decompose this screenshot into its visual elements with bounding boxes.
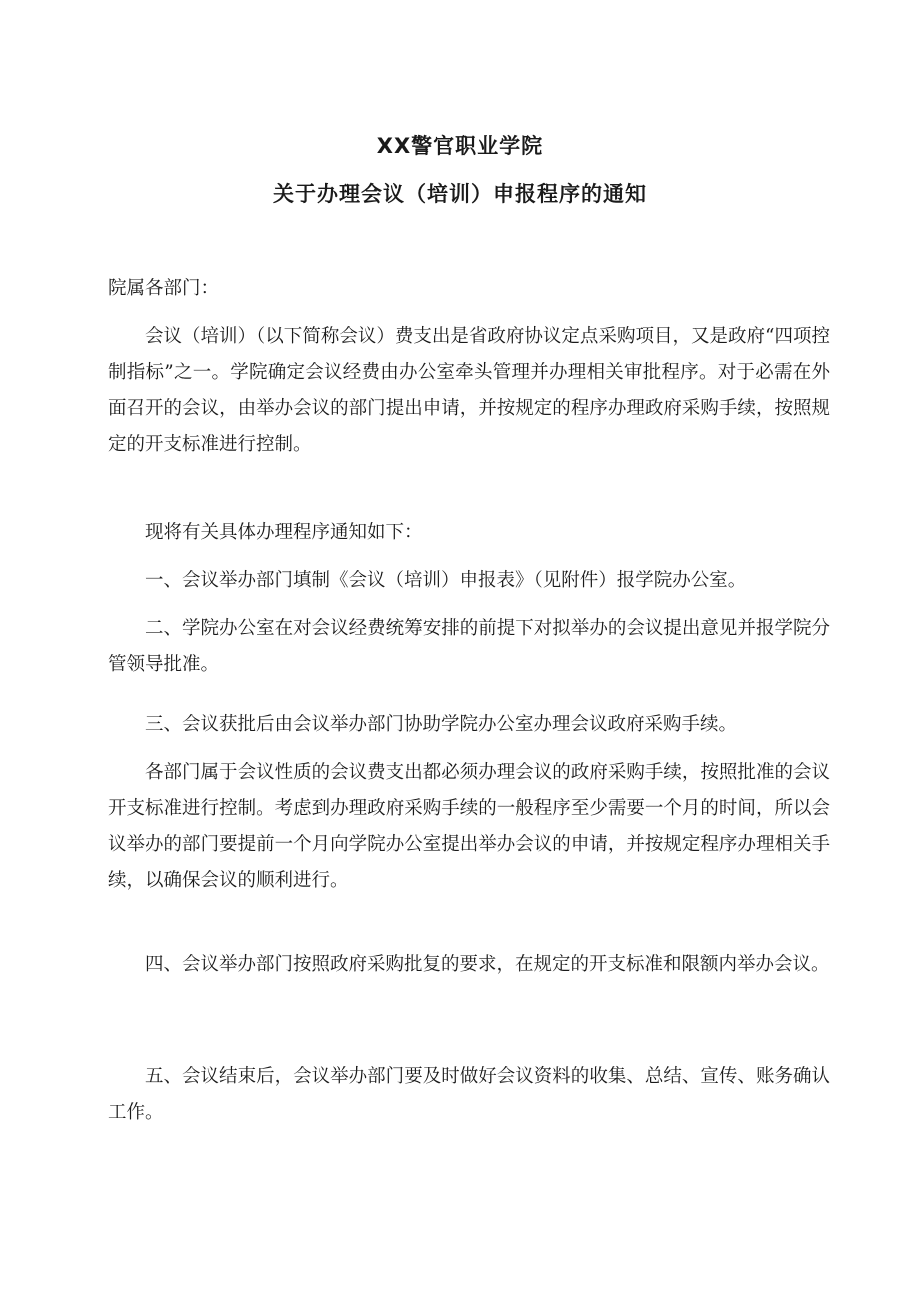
paragraph-step-3-detail: 各部门属于会议性质的会议费支出都必须办理会议的政府采购手续，按照批准的会议开支标准进行控制。考虑到办理政府采购手续的一般程序至少需要一个月的时间，所以会议举办的部门要提前一个月向学院办公室提出举办会议的申请，并按规定程序办理相关手续，以确保会议的顺利进行。 — [108, 762, 830, 891]
paragraph-intro: 会议（培训）（以下简称会议）费支出是省政府协议定点采购项目，又是政府“四项控制指标”之一。学院确定会议经费由办公室牵头管理并办理相关审批程序。对于必需在外面召开的会议，由举办会议的部门提出申请，并按规定的程序办理政府采购手续，按照规定的开支标准进行控制。 — [108, 326, 830, 455]
paragraph-step-3: 三、会议获批后由会议举办部门协助学院办公室办理会议政府采购手续。 — [145, 714, 738, 735]
document-title-notice: 关于办理会议（培训）申报程序的通知 — [273, 182, 647, 206]
salutation: 院属各部门： — [108, 278, 220, 299]
paragraph-step-2: 二、学院办公室在对会议经费统筹安排的前提下对拟举办的会议提出意见并报学院分管领导批准。 — [108, 618, 830, 675]
paragraph-procedure-lead: 现将有关具体办理程序通知如下： — [145, 522, 423, 543]
paragraph-step-5: 五、会议结束后，会议举办部门要及时做好会议资料的收集、总结、宣传、账务确认工作。 — [108, 1066, 830, 1123]
document-title-institution: XX警官职业学院 — [376, 134, 544, 158]
paragraph-step-1: 一、会议举办部门填制《会议（培训）申报表》（见附件）报学院办公室。 — [145, 570, 747, 591]
paragraph-step-4: 四、会议举办部门按照政府采购批复的要求，在规定的开支标准和限额内举办会议。 — [145, 954, 830, 975]
